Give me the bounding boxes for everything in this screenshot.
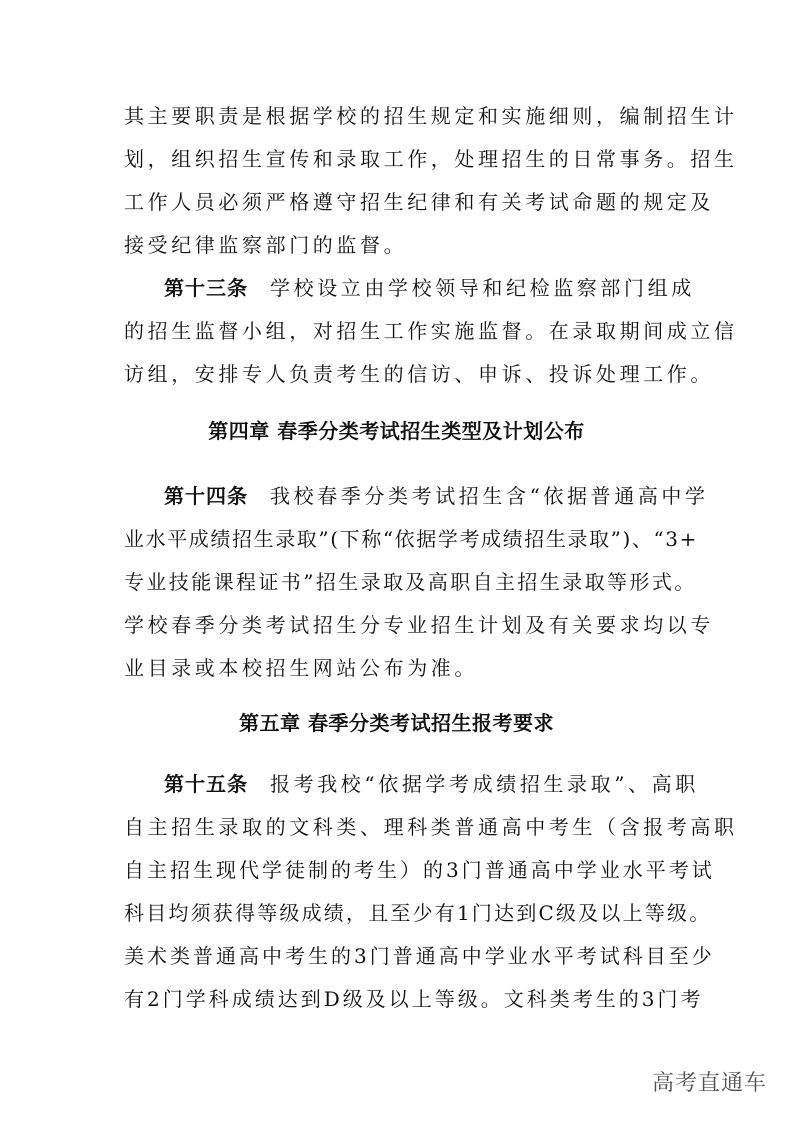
- article-13-text: 学校设立由学校领导和纪检监察部门组成: [270, 276, 695, 300]
- paragraph-line: 访组，安排专人负责考生的信访、申诉、投诉处理工作。: [124, 362, 714, 386]
- paragraph-line: 自主招生录取的文科类、理科类普通高中考生（含报考高职: [124, 815, 738, 839]
- article-14-text: 我校春季分类考试招生含“依据普通高中学: [270, 484, 709, 508]
- paragraph-line: 接受纪律监察部门的监督。: [124, 233, 408, 257]
- article-14-label: 第十四条: [164, 484, 248, 508]
- paragraph-line: 学校春季分类考试招生分专业招生计划及有关要求均以专: [124, 613, 714, 637]
- paragraph-line: 业水平成绩招生录取”(下称“依据学考成绩招生录取”)、“3+: [124, 527, 698, 551]
- article-15-first-line: [164, 771, 699, 797]
- paragraph-line: 自主招生现代学徒制的考生）的3门普通高中学业水平考试: [124, 858, 715, 882]
- paragraph-line: 工作人员必须严格遵守招生纪律和有关考试命题的规定及: [124, 190, 714, 214]
- paragraph-line: 其主要职责是根据学校的招生规定和实施细则，编制招生计: [124, 104, 738, 128]
- chapter-5-heading: 第五章 春季分类考试招生报考要求: [239, 711, 554, 735]
- watermark-logo-text: 高考直通车: [651, 1071, 767, 1096]
- article-15-label: 第十五条: [164, 772, 248, 796]
- article-15-text: 报考我校“依据学考成绩招生录取”、高职: [270, 772, 699, 796]
- article-13-first-line: [164, 275, 695, 301]
- paragraph-line: 专业技能课程证书”招生录取及高职自主招生录取等形式。: [124, 570, 697, 594]
- paragraph-line: 业目录或本校招生网站公布为准。: [124, 656, 478, 680]
- paragraph-line: 的招生监督小组，对招生工作实施监督。在录取期间成立信: [124, 319, 738, 343]
- paragraph-line: 科目均须获得等级成绩，且至少有1门达到C级及以上等级。: [124, 901, 712, 925]
- paragraph-line: 划，组织招生宣传和录取工作，处理招生的日常事务。招生: [124, 147, 738, 171]
- article-14-first-line: [164, 483, 709, 509]
- paragraph-line: 有2门学科成绩达到D级及以上等级。文科类考生的3门考: [124, 987, 704, 1011]
- article-13-label: 第十三条: [164, 276, 248, 300]
- paragraph-line: 美术类普通高中考生的3门普通高中学业水平考试科目至少: [124, 944, 715, 968]
- chapter-4-heading: 第四章 春季分类考试招生类型及计划公布: [208, 419, 585, 443]
